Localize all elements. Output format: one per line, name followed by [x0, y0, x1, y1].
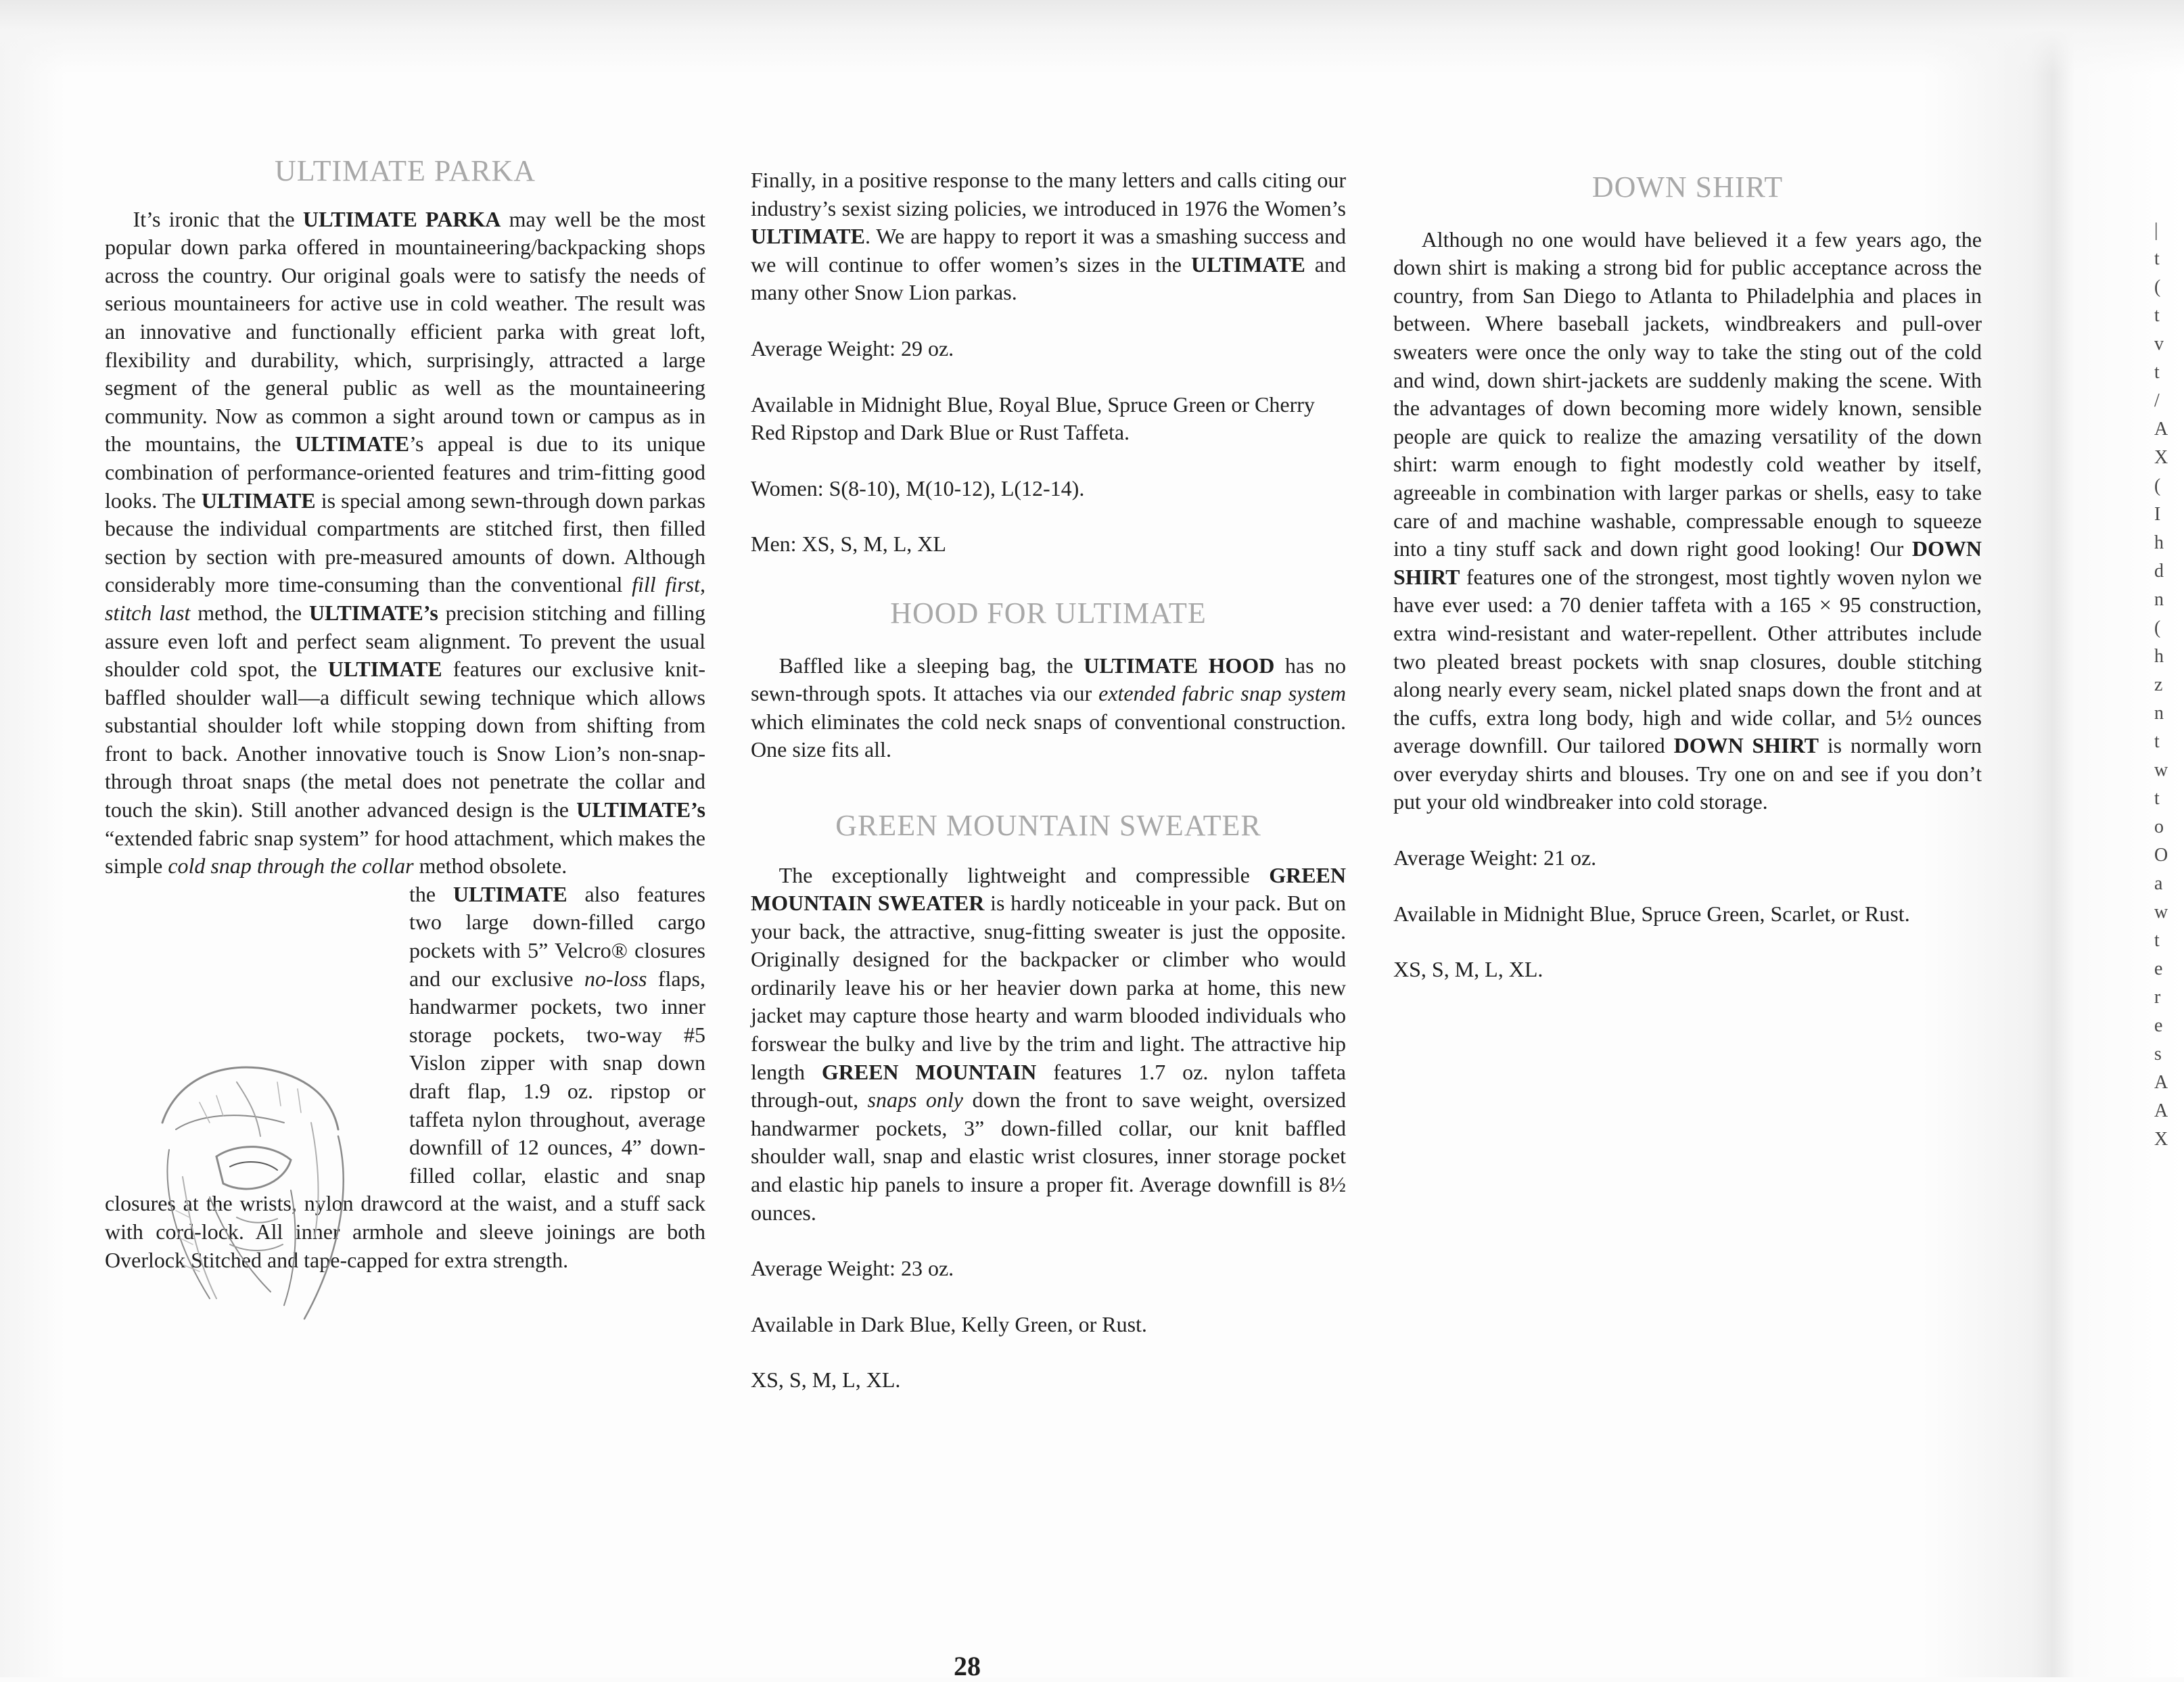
- heading-ultimate-parka: ULTIMATE PARKA: [274, 154, 536, 187]
- edge-fragment: e: [2154, 958, 2163, 979]
- edge-fragment: t: [2154, 248, 2160, 269]
- down-shirt-available-colors: Available in Midnight Blue, Spruce Green, Scarlet, or Rust.: [1393, 901, 1910, 926]
- ultimate-men-sizes: Men: XS, S, M, L, XL: [751, 532, 946, 557]
- down-shirt-description: Although no one would have believed it a few years ago, the down shirt is making a strong bid for public acceptance across the country, from San Diego to Atlanta to Philadelphia and places in between. Where baseball jackets, windbreakers and pull-over sweaters were once the only way to take the sting out of the cold and wind, down shirt-jackets are suddenly making the scene. With the advantages of down becoming more widely known, sensible people are quick to realize the amazing versatility of the down shirt: warm enough to fight modestly cold weather by itself, agreeable in combination with larger parkas or shells, easy to take care of and machine washable, compressable enough to squeeze into a tiny stuff sack and down right good looking! Our DOWN SHIRT features one of the strongest, most tightly woven nylon we have ever used: a 70 denier taffeta with a 165 × 95 construction, extra wind-resistant and water-repellent. Other attributes include two pleated breast pockets with snap closures, double stitching along nearly every seam, nickel plated snaps down the front and at the cuffs, extra long body, high and wide collar, and 5½ ounces average downfill. Our tailored DOWN SHIRT is normally worn over everyday shirts and blouses. Try one on and see if you don’t put your old windbreaker into cold storage.: [1393, 227, 1982, 814]
- edge-fragment: t: [2154, 731, 2160, 752]
- sweater-description: The exceptionally lightweight and compressible GREEN MOUNTAIN SWEATER is hardly noticeable in your pack. But on your back, the attractive, snug-fitting sweater is just the opposite. Originally designed for the backpacker or climber who would ordinarily leave his or her heavier down parka at home, this new jacket may capture those hearty and warm blooded individuals who forswear the bulky and live by the trim and light. The attractive hip length GREEN MOUNTAIN features 1.7 oz. nylon taffeta through-out, snaps only down the front to save weight, oversized handwarmer pockets, 3” down-filled collar, our knit baffled shoulder wall, snap and elastic wrist closures, inner storage pocket and elastic hip panels to insure a proper fit. Average downfill is 8½ ounces.: [751, 862, 1347, 1225]
- ultimate-women-sizes: Women: S(8-10), M(10-12), L(12-14).: [751, 475, 1085, 500]
- parka-sketch-illustration: [135, 1042, 379, 1332]
- ultimate-average-weight: Average Weight: 29 oz.: [751, 335, 954, 360]
- edge-fragment: t: [2154, 305, 2160, 326]
- edge-fragment: h: [2154, 646, 2164, 667]
- edge-fragment: n: [2154, 703, 2164, 724]
- edge-fragment: o: [2154, 816, 2164, 837]
- ultimate-parka-features: the ULTIMATE also features two large down-filled cargo pockets with 5” Velcro® closures and our exclusive no-loss flaps, handwarmer pockets, two inner storage pockets, two-way #5 Vislon zipper with snap down draft flap, 1.9 oz. ripstop or taffeta nylon throughout, average downfill of 12 ounces, 4” down-filled collar, elastic and snap closures at the wrists, nylon drawcord at the waist, and a stuff sack with cord-lock. All inner armhole and sleeve joinings are both Overlock Stitched and tape-capped for extra strength.: [105, 881, 706, 1272]
- edge-fragment: a: [2154, 873, 2163, 894]
- edge-fragment: O: [2154, 845, 2168, 866]
- hood-description: Baffled like a sleeping bag, the ULTIMATE HOOD has no sewn-through spots. It attaches via our extended fabric snap system which eliminates the cold neck snaps of conventional construction. One size fits all.: [751, 653, 1347, 762]
- down-shirt-sizes: XS, S, M, L, XL.: [1393, 957, 1543, 982]
- edge-fragment: A: [2154, 419, 2168, 440]
- edge-fragment: t: [2154, 930, 2160, 951]
- edge-fragment: v: [2154, 333, 2164, 354]
- edge-fragment: (: [2154, 277, 2161, 298]
- ultimate-available-colors: Available in Midnight Blue, Royal Blue, Spruce Green or Cherry Red Ripstop and Dark Blue or Rust Taffeta.: [751, 392, 1315, 445]
- edge-fragment: /: [2154, 390, 2160, 411]
- edge-fragment: z: [2154, 674, 2163, 695]
- edge-fragment: (: [2154, 475, 2161, 496]
- edge-fragment: A: [2154, 1100, 2168, 1121]
- edge-fragment: I: [2154, 504, 2161, 525]
- edge-fragment: e: [2154, 1015, 2163, 1036]
- sweater-available-colors: Available in Dark Blue, Kelly Green, or Rust.: [751, 1311, 1147, 1336]
- edge-fragment: X: [2154, 1129, 2168, 1150]
- ultimate-parka-description: It’s ironic that the ULTIMATE PARKA may well be the most popular down parka offered in mountaineering/backpacking shops across the country. Our original goals were to satisfy the needs of serious mountaineers for active use in cold weather. The result was an innovative and functionally efficient parka with great loft, flexibility and durability, which, surprisingly, attracted a large segment of the general public as well as the mountaineering community. Now as common a sight around town or campus as in the mountains, the ULTIMATE’s appeal is due to its unique combination of performance-oriented features and trim-fitting good looks. The ULTIMATE is special among sewn-through down parkas because the individual compartments are stitched first, then filled section by section with pre-measured amounts of down. Although considerably more time-consuming than the conventional fill first, stitch last method, the ULTIMATE’s precision stitching and filling assure even loft and perfect seam alignment. To prevent the usual shoulder cold spot, the ULTIMATE features our exclusive knit-baffled shoulder wall—a difficult sewing technique which allows substantial shoulder loft while stopping down from shifting from front to back. Another innovative touch is Snow Lion’s non-snap-through throat snaps (the metal does not penetrate the collar and touch the skin). Still another advanced design is the ULTIMATE’s “extended fabric snap system” for hood attachment, which makes the simple cold snap through the collar method obsolete.: [105, 206, 706, 879]
- edge-fragment: X: [2154, 447, 2168, 468]
- next-page-edge-fragments: [2154, 216, 2184, 1154]
- edge-fragment: t: [2154, 362, 2160, 383]
- heading-down-shirt: DOWN SHIRT: [1591, 170, 1784, 204]
- edge-fragment: s: [2154, 1044, 2162, 1065]
- edge-fragment: A: [2154, 1072, 2168, 1093]
- edge-fragment: r: [2154, 987, 2161, 1008]
- edge-fragment: |: [2154, 220, 2158, 241]
- womens-ultimate-paragraph: Finally, in a positive response to the many letters and calls citing our industry’s sexist sizing policies, we introduced in 1976 the Women’s ULTIMATE. We are happy to report it was a smashing success and we will continue to offer women’s sizes in the ULTIMATE and many other Snow Lion parkas.: [751, 168, 1347, 305]
- edge-fragment: w: [2154, 902, 2168, 922]
- page-number: 28: [954, 1651, 981, 1681]
- edge-fragment: t: [2154, 788, 2160, 809]
- heading-hood-for-ultimate: HOOD FOR ULTIMATE: [890, 596, 1207, 630]
- sweater-average-weight: Average Weight: 23 oz.: [751, 1256, 954, 1281]
- edge-fragment: h: [2154, 532, 2164, 553]
- heading-green-mountain-sweater: GREEN MOUNTAIN SWEATER: [835, 808, 1261, 842]
- edge-fragment: n: [2154, 589, 2164, 610]
- edge-fragment: (: [2154, 617, 2161, 638]
- edge-fragment: w: [2154, 760, 2168, 780]
- edge-fragment: d: [2154, 561, 2164, 582]
- column-down-shirt: [1393, 0, 1982, 1012]
- down-shirt-average-weight: Average Weight: 21 oz.: [1393, 845, 1597, 870]
- sweater-sizes: XS, S, M, L, XL.: [751, 1368, 901, 1393]
- column-middle: [751, 0, 1346, 1422]
